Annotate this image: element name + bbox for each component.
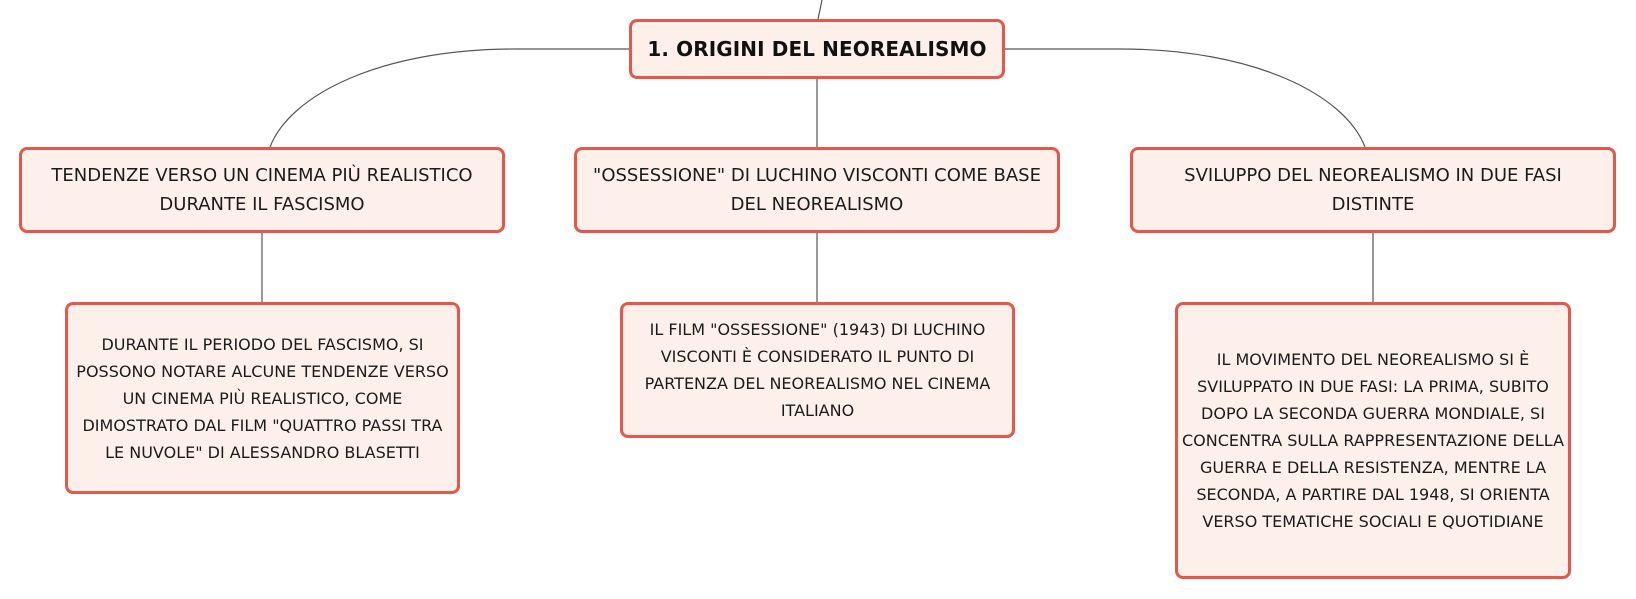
central-topic-label: 1. ORIGINI DEL NEOREALISMO: [647, 37, 987, 61]
detail-text: IL MOVIMENTO DEL NEOREALISMO SI È SVILUPPATO IN DUE FASI: LA PRIMA, SUBITO DOPO LA SECONDA GUERRA MONDIALE, SI CONCENTRA SULLA RAPPRESENTAZIONE DELLA GUERRA E DELLA RESISTENZA, MENTRE LA SECONDA, A PARTIRE DAL 1948, SI ORIENTA VERSO TEMATICHE SOCIALI E QUOTIDIANE: [1182, 350, 1565, 531]
detail-text: IL FILM "OSSESSIONE" (1943) DI LUCHINO VISCONTI È CONSIDERATO IL PUNTO DI PARTENZA DEL NEOREALISMO NEL CINEMA ITALIANO: [644, 320, 991, 420]
topic-label: "OSSESSIONE" DI LUCHINO VISCONTI COME BASE DEL NEOREALISMO: [593, 165, 1041, 215]
topic-node-fascism-realism[interactable]: [19, 147, 505, 233]
connector-parent-to-central: [818, 0, 822, 19]
central-topic-node[interactable]: [629, 19, 1005, 79]
topic-node-two-phases[interactable]: [1130, 147, 1616, 233]
detail-text: DURANTE IL PERIODO DEL FASCISMO, SI POSSONO NOTARE ALCUNE TENDENZE VERSO UN CINEMA PIÙ REALISTICO, COME DIMOSTRATO DAL FILM "QUATTRO PASSI TRA LE NUVOLE" DI ALESSANDRO BLASETTI: [76, 334, 449, 462]
connector-central-to-topic-1: [270, 49, 629, 147]
topic-label: SVILUPPO DEL NEOREALISMO IN DUE FASI DISTINTE: [1184, 165, 1562, 215]
connector-central-to-topic-3: [1005, 49, 1365, 147]
topic-label: TENDENZE VERSO UN CINEMA PIÙ REALISTICO DURANTE IL FASCISMO: [51, 165, 473, 215]
topic-node-ossessione[interactable]: [574, 147, 1060, 233]
detail-node-two-phases[interactable]: [1175, 302, 1571, 579]
detail-node-ossessione[interactable]: [620, 302, 1015, 438]
detail-node-fascism-realism[interactable]: [65, 302, 460, 494]
